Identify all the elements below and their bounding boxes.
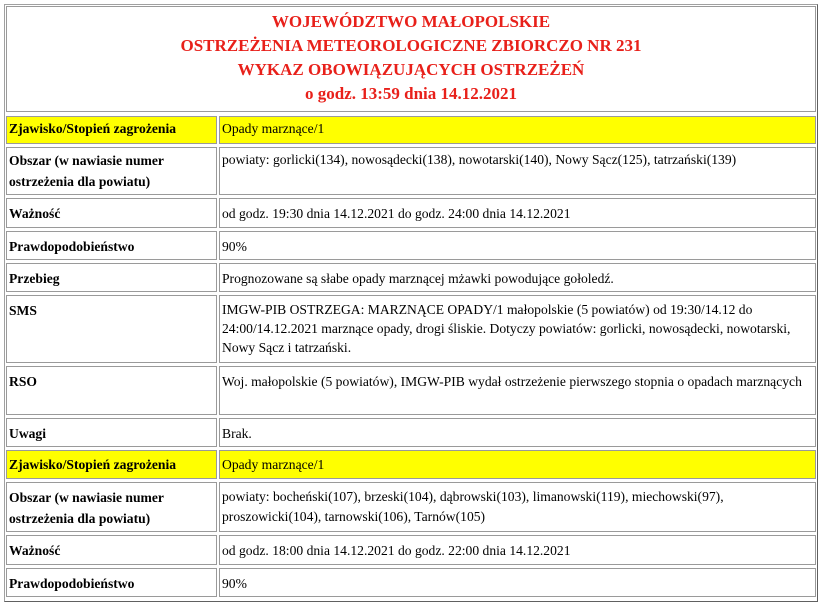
area-value: powiaty: bocheński(107), brzeski(104), dąbrowski(103), limanowski(119), miechowski(97), proszowicki(104), tarnowski(106), Tarnów(105) [219,482,816,532]
phenomenon-label: Zjawisko/Stopień zagrożenia [6,450,217,479]
title-list: WYKAZ OBOWIĄZUJĄCYCH OSTRZEŻEŃ [237,60,585,79]
probability-label: Prawdopodobieństwo [6,231,217,260]
notes-value: Brak. [219,418,816,447]
title-bulletin: OSTRZEŻENIA METEOROLOGICZNE ZBIORCZO NR 231 [180,36,642,55]
sms-label: SMS [6,295,217,363]
area-label: Obszar (w nawiasie numer ostrzeżenia dla powiatu) [6,482,217,532]
phenomenon-value: Opady marznące/1 [219,116,816,144]
probability-label: Prawdopodobieństwo [6,568,217,597]
validity-label: Ważność [6,198,217,228]
title-region: WOJEWÓDZTWO MAŁOPOLSKIE [271,12,551,31]
course-label: Przebieg [6,263,217,292]
probability-value: 90% [219,568,816,597]
area-label: Obszar (w nawiasie numer ostrzeżenia dla powiatu) [6,147,217,195]
rso-label: RSO [6,366,217,415]
validity-value: od godz. 19:30 dnia 14.12.2021 do godz. 24:00 dnia 14.12.2021 [219,198,816,228]
area-value: powiaty: gorlicki(134), nowosądecki(138), nowotarski(140), Nowy Sącz(125), tatrzański(139) [219,147,816,195]
notes-label: Uwagi [6,418,217,447]
sms-value: IMGW-PIB OSTRZEGA: MARZNĄCE OPADY/1 małopolskie (5 powiatów) od 19:30/14.12 do 24:00/14.12.2021 marznące opady, drogi śliskie. Dotyczy powiatów: gorlicki, nowosądecki, nowotarski, Nowy Sącz i tatrzański. [219,295,816,363]
course-value: Prognozowane są słabe opady marznącej mżawki powodujące gołoledź. [219,263,816,292]
title-timestamp: o godz. 13:59 dnia 14.12.2021 [304,84,518,103]
phenomenon-value: Opady marznące/1 [219,450,816,479]
validity-label: Ważność [6,535,217,565]
rso-value: Woj. małopolskie (5 powiatów), IMGW-PIB wydał ostrzeżenie pierwszego stopnia o opadach marznących [219,366,816,415]
validity-value: od godz. 18:00 dnia 14.12.2021 do godz. 22:00 dnia 14.12.2021 [219,535,816,565]
page-title [6,6,816,112]
phenomenon-label: Zjawisko/Stopień zagrożenia [6,116,217,144]
probability-value: 90% [219,231,816,260]
